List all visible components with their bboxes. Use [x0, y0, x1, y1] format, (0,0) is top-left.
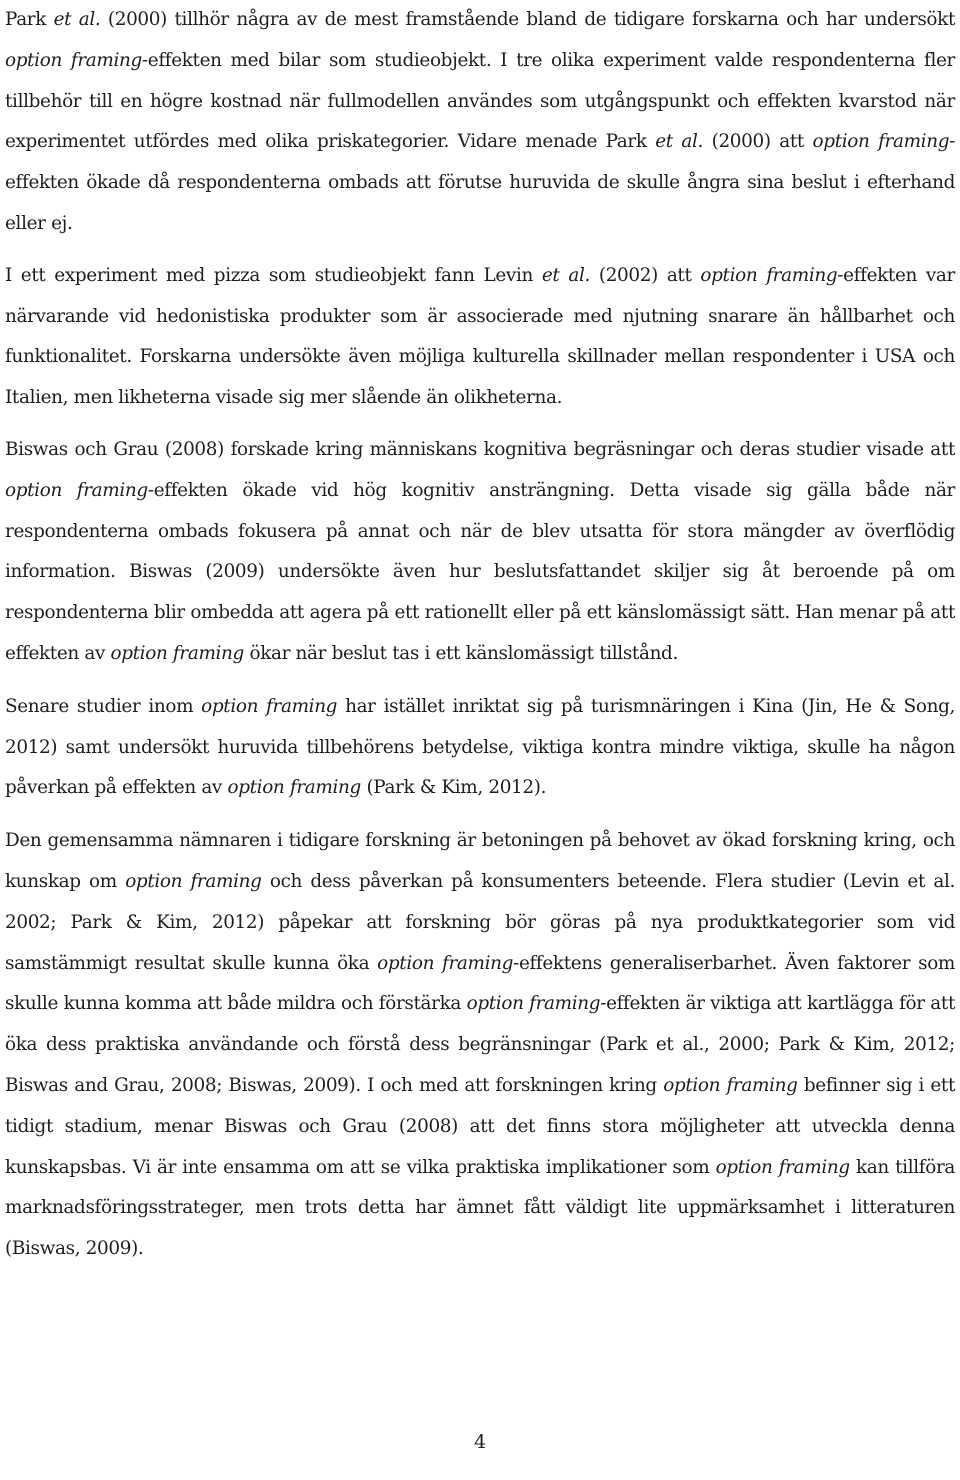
text-run: ökar när beslut tas i ett känslomässigt tillstånd. — [243, 642, 678, 664]
text-run: Den gemensamma nämnaren i tidigare forskning är betoningen på behovet av ökad forskning kring, och kunskap om — [5, 830, 955, 892]
italic-term: option framing — [125, 870, 262, 892]
text-run: befinner sig i ett tidigt stadium, menar Biswas och Grau (2008) att det finns stora möjligheter att utveckla denna kunskapsbas. Vi är inte ensamma om att se vilka praktiska implikationer som — [5, 1074, 955, 1178]
italic-term: option framing — [715, 1156, 850, 1178]
text-run: och dess påverkan på konsumenters beteende. Flera studier (Levin et al. 2002; Park & Kim, 2012) påpekar att forskning bör göras på nya produktkategorier som vid samstämmigt resultat skulle kunna öka — [5, 870, 955, 974]
text-run: Biswas och Grau (2008) forskade kring människans kognitiva begräsningar och deras studier visade att — [5, 438, 955, 460]
italic-term: option framing — [5, 479, 148, 501]
italic-term: et al. — [53, 9, 101, 30]
italic-term: option framing — [663, 1074, 798, 1096]
italic-term: option framing — [377, 952, 514, 974]
text-run: -effekten med bilar som studieobjekt. I tre olika experiment valde respondenterna fler tillbehör till en högre kostnad när fullmodellen användes som utgångspunkt och effekten kvarstod när experimentet utfördes med olika priskategorier. Vidare menade Park — [5, 49, 955, 153]
text-run: har istället inriktat sig på turismnäringen i Kina (Jin, He & Song, 2012) samt undersökt huruvida tillbehörens betydelse, viktiga kontra mindre viktiga, skulle ha någon påverkan på effekten av — [5, 695, 955, 799]
text-run: -effektens generaliserbarhet. Även faktorer som skulle kunna komma att både mildra och förstärka — [5, 952, 956, 1015]
text-run: (Park & Kim, 2012). — [360, 777, 547, 799]
italic-term: et al. — [541, 264, 590, 286]
italic-term: option framing — [5, 49, 142, 71]
italic-term: et al. — [655, 131, 704, 153]
text-run: -effekten var närvarande vid hedonistiska produkter som är associerade med njutning snarare än hållbarhet och funktionalitet. Forskarna undersökte även möjliga kulturella skillnader mellan respondenter i USA och Italien, men likheterna visade sig mer slående än olikheterna. — [5, 264, 955, 409]
text-run: (2000) att — [703, 131, 813, 153]
page-number: 4 — [473, 1431, 487, 1453]
italic-term: option framing — [227, 777, 361, 799]
text-run: Senare studier inom — [5, 695, 202, 717]
italic-term: option framing — [466, 993, 601, 1015]
paragraph-gemensamma-namnaren — [5, 821, 955, 1270]
text-run: -effekten ökade vid hög kognitiv ansträngning. Detta visade sig gälla både när respondenterna ombads fokusera på annat och när de blev utsatta för stora mängder av överflödig information. Biswas (2009) undersökte även hur beslutsfattandet skiljer sig åt beroende på om respondenterna blir ombedda att agera på ett rationellt eller på ett känslomässigt sätt. Han menar på att effekten av — [5, 479, 955, 664]
text-run: I ett experiment med pizza som studieobjekt fann Levin — [5, 264, 542, 286]
paragraph-senare-studier — [5, 687, 955, 809]
italic-term: option framing — [700, 264, 838, 286]
italic-term: option framing — [110, 642, 244, 664]
italic-term: option framing — [201, 695, 338, 717]
paragraph-biswas — [5, 430, 955, 675]
text-run: Park — [5, 9, 54, 30]
document-page — [5, 0, 955, 1270]
text-run: kan tillföra marknadsföringsstrateger, men trots detta har ämnet fått väldigt lite uppmärksamhet i litteraturen (Biswas, 2009). — [5, 1156, 955, 1260]
paragraph-levin — [5, 256, 955, 419]
paragraph-park — [5, 0, 955, 245]
text-run: -effekten är viktiga att kartlägga för att öka dess praktiska användande och förstå dess begränsningar (Park et al., 2000; Park & Kim, 2012; Biswas and Grau, 2008; Biswas, 2009). I och med att forskningen kring — [5, 993, 956, 1096]
text-run: -effekten ökade då respondenterna ombads att förutse huruvida de skulle ångra sina beslut i efterhand eller ej. — [5, 131, 955, 234]
italic-term: option framing — [812, 131, 950, 153]
text-run: (2002) att — [589, 264, 701, 286]
text-run: (2000) tillhör några av de mest framstående bland de tidigare forskarna och har undersökt — [100, 9, 955, 30]
